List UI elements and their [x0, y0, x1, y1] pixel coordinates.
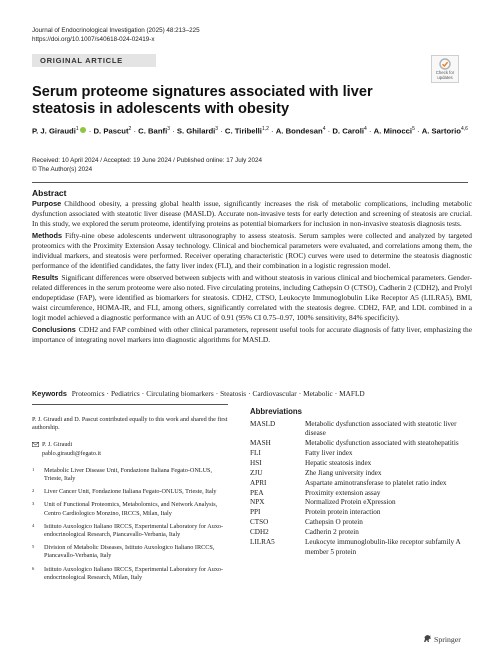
affiliation-text: Division of Metabolic Diseases, Istituto Auxologico Italiano IRCCS, Piancavallo-Verbania, Italy [44, 544, 215, 560]
keyword: Proteomics [71, 389, 105, 398]
author-affiliation-ref: 4 [364, 126, 367, 132]
abbreviation-term: FLI [250, 448, 261, 457]
journal-citation: Journal of Endocrinological Investigation (2025) 48:213–225 [32, 27, 200, 34]
abbreviation-row [250, 528, 472, 538]
author-affiliation-ref: 3 [215, 126, 219, 132]
author-name[interactable]: D. Pascut [93, 126, 129, 136]
abstract-text: Significant differences were observed between subjects with and without steatosis in various clinical and biochemical parameters. Gender-related differences in the serum proteome were also noted. Five circulating proteins, including Cathepsin O (CTSO), Cadherin 2 (CDH2), and Prolyl endopeptidase (FAP), were identified as biomarkers for steatosis. CDH2, CTSO, Leukocyte Immunoglobulin Like Receptor A5 (LILRA5), BMI, waist circumference, HOMA-IR, and FLI, among others, significantly correlated with the steatosis degree. CDH2, FAP, and LDL combined in a logit model achieved a diagnostic performance with an AUC of 0.91 (95% CI 0.75–0.97, 100% sensitivity, 84% specificity). [32, 272, 472, 323]
abstract-label: Methods [32, 230, 62, 240]
keyword: Circulating biomarkers [146, 389, 214, 398]
springer-horse-icon [423, 634, 432, 643]
dates-line: Received: 10 April 2024 / Accepted: 19 June 2024 / Published online: 17 July 2024 [32, 157, 262, 164]
keyword-separator: · [248, 389, 251, 398]
author-name[interactable]: D. Caroli [332, 126, 364, 136]
abbreviation-definition: Hepatic steatosis index [305, 458, 372, 467]
copyright-line: © The Author(s) 2024 [32, 166, 93, 173]
abbreviation-term: HSI [250, 458, 262, 467]
abstract-conclusions [32, 325, 472, 345]
keyword-separator: · [106, 389, 109, 398]
publication-dates [32, 156, 262, 174]
keyword-separator: · [141, 389, 145, 398]
abbreviations-list [250, 420, 472, 558]
author-separator: · [414, 126, 422, 136]
author-affiliation-ref: 4,6 [461, 126, 468, 132]
keyword-separator: · [215, 389, 219, 398]
abbreviations [250, 407, 472, 557]
article-type-label: ORIGINAL ARTICLE [40, 56, 123, 65]
abstract-body [32, 199, 472, 347]
affiliation-number: 2 [32, 488, 35, 494]
publisher-logo [423, 634, 461, 644]
author-name[interactable]: C. Banfi [138, 126, 168, 136]
keyword: Steatosis [220, 389, 247, 398]
abbreviation-row [250, 518, 472, 528]
author-affiliation-ref: 5 [412, 126, 415, 132]
mail-icon [32, 442, 39, 447]
abbreviation-term: NPX [250, 498, 265, 507]
abstract-results [32, 273, 472, 323]
abbreviation-term: APRI [250, 478, 267, 487]
article-type-tag [32, 54, 156, 67]
author-affiliation-ref: 4 [322, 126, 326, 132]
author-name[interactable]: C. Tiribelli [224, 126, 262, 136]
keyword: MAFLD [339, 389, 365, 398]
abbreviation-term: CTSO [250, 518, 269, 527]
affiliation [32, 501, 228, 517]
check-for-updates-badge[interactable] [431, 55, 459, 83]
abstract-heading: Abstract [32, 188, 67, 198]
abbreviation-row [250, 508, 472, 518]
abstract-text: Childhood obesity, a pressing global health issue, significantly increases the risk of metabolic complications, including metabolic dysfunction associated with steatotic liver disease (MASLD). Accurate non-invasive tests for early detection and screening of steatosis are crucial. In this study, we explored the serum proteome, identifying proteins as potential biomarkers for inclusion in non-invasive steatosis diagnosis tests. [32, 199, 472, 229]
affiliation-text: Metabolic Liver Disease Unit, Fondazione Italiana Fegato-ONLUS, Trieste, Italy [44, 466, 213, 483]
author-list [32, 124, 472, 137]
orcid-icon[interactable] [80, 127, 86, 133]
abbreviation-definition: Cadherin 2 protein [305, 528, 359, 537]
article-title: Serum proteome signatures associated with liver steatosis in adolescents with obesity [32, 84, 373, 117]
abbreviation-term: PEA [250, 488, 264, 497]
equal-contribution-note: P. J. Giraudi and D. Pascut contributed equally to this work and shared the first authorship. [32, 416, 228, 432]
abbreviation-term: MASLD [250, 419, 276, 428]
affiliation-text: Unit of Functional Proteomics, Metabolomics, and Network Analysis, Centro Cardiologico Monzino, IRCCS, Milan, Italy [44, 501, 218, 517]
abbreviation-definition: Fatty liver index [305, 448, 353, 457]
footnotes [32, 416, 228, 587]
affiliation [32, 544, 228, 560]
author-affiliation-ref: 1,2 [261, 126, 269, 132]
affiliation-number: 4 [32, 522, 35, 528]
doi-link[interactable]: https://doi.org/10.1007/s40618-024-02419-x [32, 36, 155, 43]
affiliation-number: 3 [32, 501, 35, 507]
abbreviation-definition: Metabolic dysfunction associated with steatotic liver disease [305, 419, 457, 438]
correspondence [32, 441, 228, 457]
author-separator: · [325, 126, 333, 136]
abbreviation-row [250, 439, 472, 449]
author-separator: · [218, 126, 225, 136]
abstract-label: Results [32, 272, 59, 282]
author-affiliation-ref: 2 [128, 126, 132, 132]
abstract-label: Purpose [32, 199, 62, 208]
abstract-label: Conclusions [32, 324, 76, 334]
keyword-separator: · [334, 389, 338, 398]
abbreviation-definition: Cathepsin O protein [305, 518, 363, 527]
keyword: Cardiovascular [252, 389, 297, 398]
affiliation-number: 5 [32, 544, 35, 550]
affiliation [32, 467, 228, 483]
abbreviation-row [250, 538, 472, 557]
abbreviation-row [250, 469, 472, 479]
affiliation-text: Istituto Auxologico Italiano IRCCS, Experimental Laboratory for Auxo-endocrinological Research, Piancavallo-Verbania, Italy [44, 522, 224, 539]
affiliation-number: 1 [32, 466, 35, 472]
keywords-list [72, 389, 365, 398]
abbreviation-definition: Protein protein interaction [305, 508, 381, 517]
abbreviation-row [250, 489, 472, 499]
abbreviation-term: PPI [250, 508, 261, 517]
check-for-updates-icon [438, 58, 452, 70]
author-name[interactable]: A. Sartorio [421, 126, 462, 136]
abbreviation-definition: Aspartate aminotransferase to platelet ratio index [305, 478, 447, 487]
keywords-label: Keywords [32, 389, 67, 398]
abbreviation-definition: Metabolic dysfunction associated with steatohepatitis [305, 439, 459, 448]
author-affiliation-ref: 1 [75, 126, 79, 132]
author-name[interactable]: S. Ghilardi [176, 126, 216, 136]
correspondence-name: P. J. Giraudi [42, 441, 73, 449]
author-separator: · [131, 126, 139, 136]
author-name[interactable]: A. Bondesan [275, 126, 323, 136]
abbreviation-term: LILRA5 [250, 537, 275, 546]
keyword: Pediatrics [110, 389, 140, 398]
author-separator: · [170, 126, 177, 136]
abbreviation-row [250, 498, 472, 508]
abbreviation-row [250, 420, 472, 439]
affiliation [32, 566, 228, 582]
abstract-methods [32, 231, 472, 271]
affiliation-text: Liver Cancer Unit, Fondazione Italiana Fegato-ONLUS, Trieste, Italy [44, 488, 217, 496]
abbreviation-row [250, 459, 472, 469]
abstract-text: Fifty-nine obese adolescents underwent ultrasonography to assess steatosis. Serum samples were collected and analyzed by targeted proteomics with the Proximity Extension Assay technology. Clinical and biochemical parameters were evaluated, and correlations among them, the individual markers, and steatosis were performed. Receiver operating characteristic (ROC) curves were used to determine the steatosis diagnostic performance of the identified candidates, the fatty liver index (FLI), and their combination in a logistic regression model. [32, 230, 472, 271]
affiliation-number: 6 [32, 565, 35, 571]
abbreviation-term: CDH2 [250, 528, 269, 537]
abbreviation-definition: Zhe Jiang university index [305, 468, 382, 477]
abbreviation-row [250, 449, 472, 459]
divider-footnotes [32, 404, 228, 405]
abstract-text: CDH2 and FAP combined with other clinical parameters, represent useful tools for accurate diagnosis of fatty liver, emphasizing the importance of integrating novel markers into diagnostic algorithms for MASLD. [32, 324, 472, 344]
affiliation [32, 488, 228, 496]
abbreviation-term: MASH [250, 439, 271, 448]
publisher-name: Springer [434, 635, 461, 644]
author-affiliation-ref: 3 [167, 126, 170, 132]
abbreviation-definition: Proximity extension assay [305, 488, 381, 497]
affiliation [32, 523, 228, 539]
author-separator: · [268, 126, 276, 136]
abbreviations-heading: Abbreviations [250, 407, 302, 416]
correspondence-email[interactable]: pablo.giraudi@fegato.it [42, 449, 101, 457]
abstract-purpose [32, 199, 472, 229]
author-separator: · [366, 126, 374, 136]
abbreviation-term: ZJU [250, 468, 263, 477]
divider-top [32, 182, 468, 183]
journal-header [32, 26, 200, 44]
keyword-separator: · [298, 389, 302, 398]
abbreviation-definition: Normalized Protein eXpression [305, 498, 396, 507]
abbreviation-row [250, 479, 472, 489]
author-name[interactable]: A. Minocci [373, 126, 413, 136]
keywords-line [32, 389, 472, 399]
author-separator: · [86, 126, 94, 136]
abbreviation-definition: Leukocyte immunoglobulin-like receptor subfamily A member 5 protein [305, 537, 461, 556]
affiliation-text: Istituto Auxologico Italiano IRCCS, Experimental Laboratory for Auxo-endocrinological Research, Milan, Italy [44, 565, 224, 581]
check-for-updates-label: Check for updates [435, 70, 455, 80]
author-name[interactable]: P. J. Giraudi [32, 126, 76, 136]
keyword: Metabolic [303, 389, 333, 398]
